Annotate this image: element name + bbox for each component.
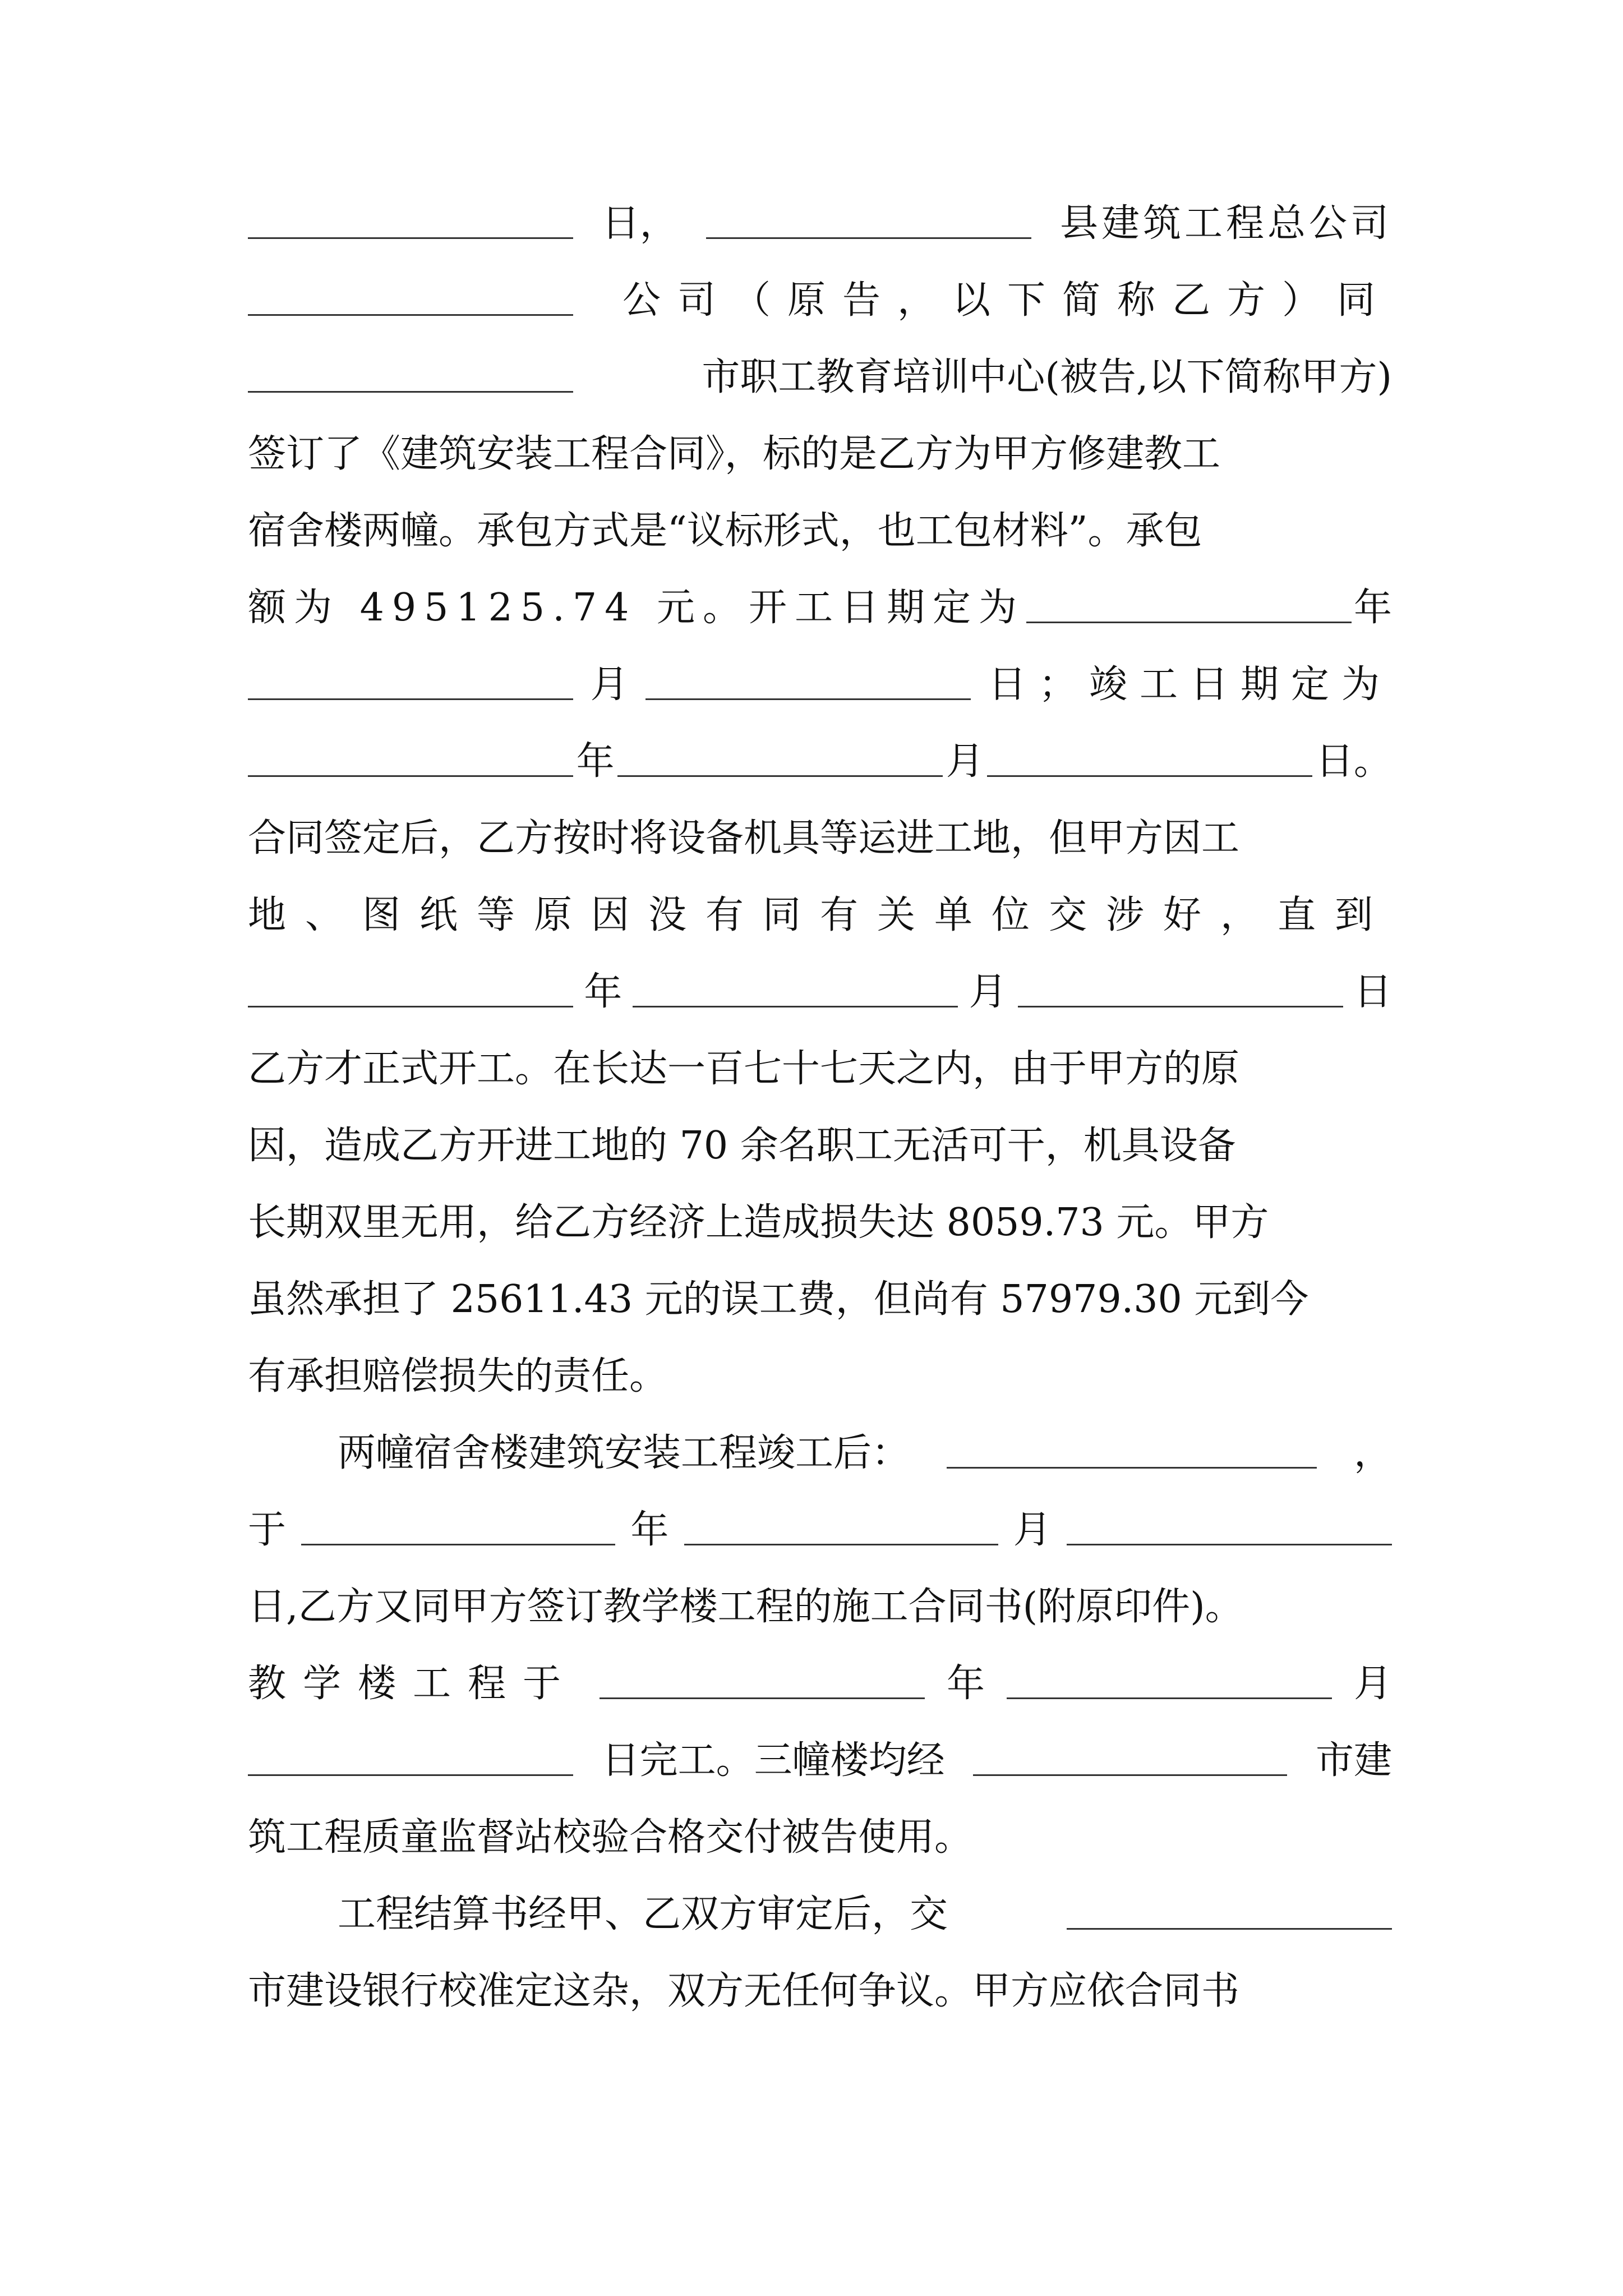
text-line-16	[248, 1338, 1392, 1400]
text-line-1	[248, 185, 1392, 247]
fill-blank	[248, 773, 573, 777]
text-segment: 额为 495125.74 元。开工日期定为	[248, 586, 1025, 631]
text-line-20	[248, 1645, 1392, 1707]
text-segment: 日；竣工日期定为	[988, 662, 1392, 707]
text-segment: 年	[584, 970, 623, 1015]
text-line-2	[248, 262, 1392, 324]
text-line-9	[248, 800, 1392, 862]
text-segment: 市建	[1315, 1738, 1392, 1783]
text-segment: 年	[630, 1508, 669, 1553]
text-segment: 月	[590, 662, 629, 707]
text-segment: 日	[1353, 970, 1392, 1015]
text-line-19	[248, 1568, 1392, 1630]
text-line-8	[248, 723, 1392, 785]
text-line-17	[248, 1415, 1392, 1476]
fill-blank	[645, 696, 971, 700]
fill-blank	[706, 235, 1031, 239]
text-segment: ，	[1353, 1431, 1392, 1476]
fill-blank	[617, 773, 943, 777]
fill-blank	[1067, 1542, 1392, 1545]
text-segment: 工程结算书经甲、乙双方审定后，交	[338, 1892, 948, 1937]
text-segment: 虽然承担了 25611.43 元的误工费，但尚有 57979.30 元到今	[248, 1277, 1309, 1322]
fill-blank	[248, 1772, 573, 1776]
fill-blank	[248, 235, 573, 239]
text-segment: 年	[946, 1662, 985, 1706]
fill-blank	[248, 1004, 573, 1007]
text-segment: 日，	[601, 201, 678, 246]
text-line-13	[248, 1107, 1392, 1169]
fill-blank	[633, 1004, 958, 1007]
fill-blank	[1067, 1926, 1392, 1930]
text-segment: 筑工程质童监督站校验合格交付被告使用。	[248, 1815, 973, 1860]
text-line-5	[248, 493, 1392, 554]
text-line-15	[248, 1261, 1392, 1323]
text-segment: 月	[1013, 1508, 1052, 1553]
text-segment: 地、图纸等原因没有同有关单位交涉好，直到	[248, 893, 1393, 938]
text-segment: 月	[1353, 1662, 1392, 1706]
text-line-7	[248, 646, 1392, 708]
text-segment: 教学楼工程于	[248, 1662, 578, 1706]
text-line-6	[248, 569, 1392, 631]
fill-blank	[1026, 619, 1352, 623]
text-segment: 乙方才正式开工。在长达一百七十七天之内，由于甲方的原	[248, 1047, 1240, 1092]
text-segment: 日,乙方又同甲方签订教学楼工程的施工合同书(附原印件)。	[248, 1585, 1243, 1630]
text-line-24	[248, 1953, 1392, 2014]
text-segment: 宿舍楼两幢。承包方式是“议标形式，也工包材料”。承包	[248, 509, 1202, 554]
fill-blank	[987, 773, 1312, 777]
text-line-18	[248, 1492, 1392, 1553]
text-segment: 合同签定后，乙方按时将设备机具等运进工地，但甲方因工	[248, 816, 1240, 861]
text-segment: 县建筑工程总公司	[1059, 201, 1392, 246]
text-segment: 年	[1353, 586, 1392, 631]
fill-blank	[248, 696, 573, 700]
text-segment: 月	[946, 739, 984, 784]
text-line-23	[248, 1876, 1392, 1938]
fill-blank	[1007, 1695, 1332, 1699]
text-line-4	[248, 416, 1392, 477]
fill-blank	[301, 1542, 615, 1545]
text-segment: 月	[969, 970, 1007, 1015]
text-segment: 市职工教育培训中心(被告,以下简称甲方)	[702, 355, 1392, 400]
text-segment: 市建设银行校准定这杂，双方无任何争议。甲方应依合同书	[248, 1969, 1240, 2014]
text-line-12	[248, 1030, 1392, 1092]
text-segment: 日。	[1315, 739, 1392, 784]
fill-blank	[248, 389, 573, 393]
text-line-14	[248, 1184, 1392, 1246]
text-line-10	[248, 877, 1392, 938]
text-segment: 因，造成乙方开进工地的 70 余名职工无活可干，机具设备	[248, 1124, 1236, 1168]
text-segment: 有承担赔偿损失的责任。	[248, 1354, 668, 1399]
text-segment: 长期双里无用，给乙方经济上造成损失达 8059.73 元。甲方	[248, 1200, 1269, 1245]
text-line-22	[248, 1799, 1392, 1861]
text-segment: 日完工。三幢楼均经	[601, 1738, 945, 1783]
text-line-11	[248, 954, 1392, 1015]
fill-blank	[973, 1772, 1287, 1776]
text-segment: 年	[576, 739, 615, 784]
fill-blank	[600, 1695, 925, 1699]
text-segment: 签订了《建筑安装工程合同》，标的是乙方为甲方修建教工	[248, 432, 1221, 477]
text-segment: 公司（原告，以下简称乙方）同	[622, 278, 1392, 323]
text-segment: 于	[248, 1508, 287, 1553]
fill-blank	[248, 312, 573, 316]
fill-blank	[1018, 1004, 1343, 1007]
fill-blank	[947, 1465, 1317, 1469]
text-line-3	[248, 339, 1392, 401]
fill-blank	[684, 1542, 998, 1545]
text-segment: 两幢宿舍楼建筑安装工程竣工后：	[338, 1431, 910, 1476]
text-line-21	[248, 1722, 1392, 1784]
